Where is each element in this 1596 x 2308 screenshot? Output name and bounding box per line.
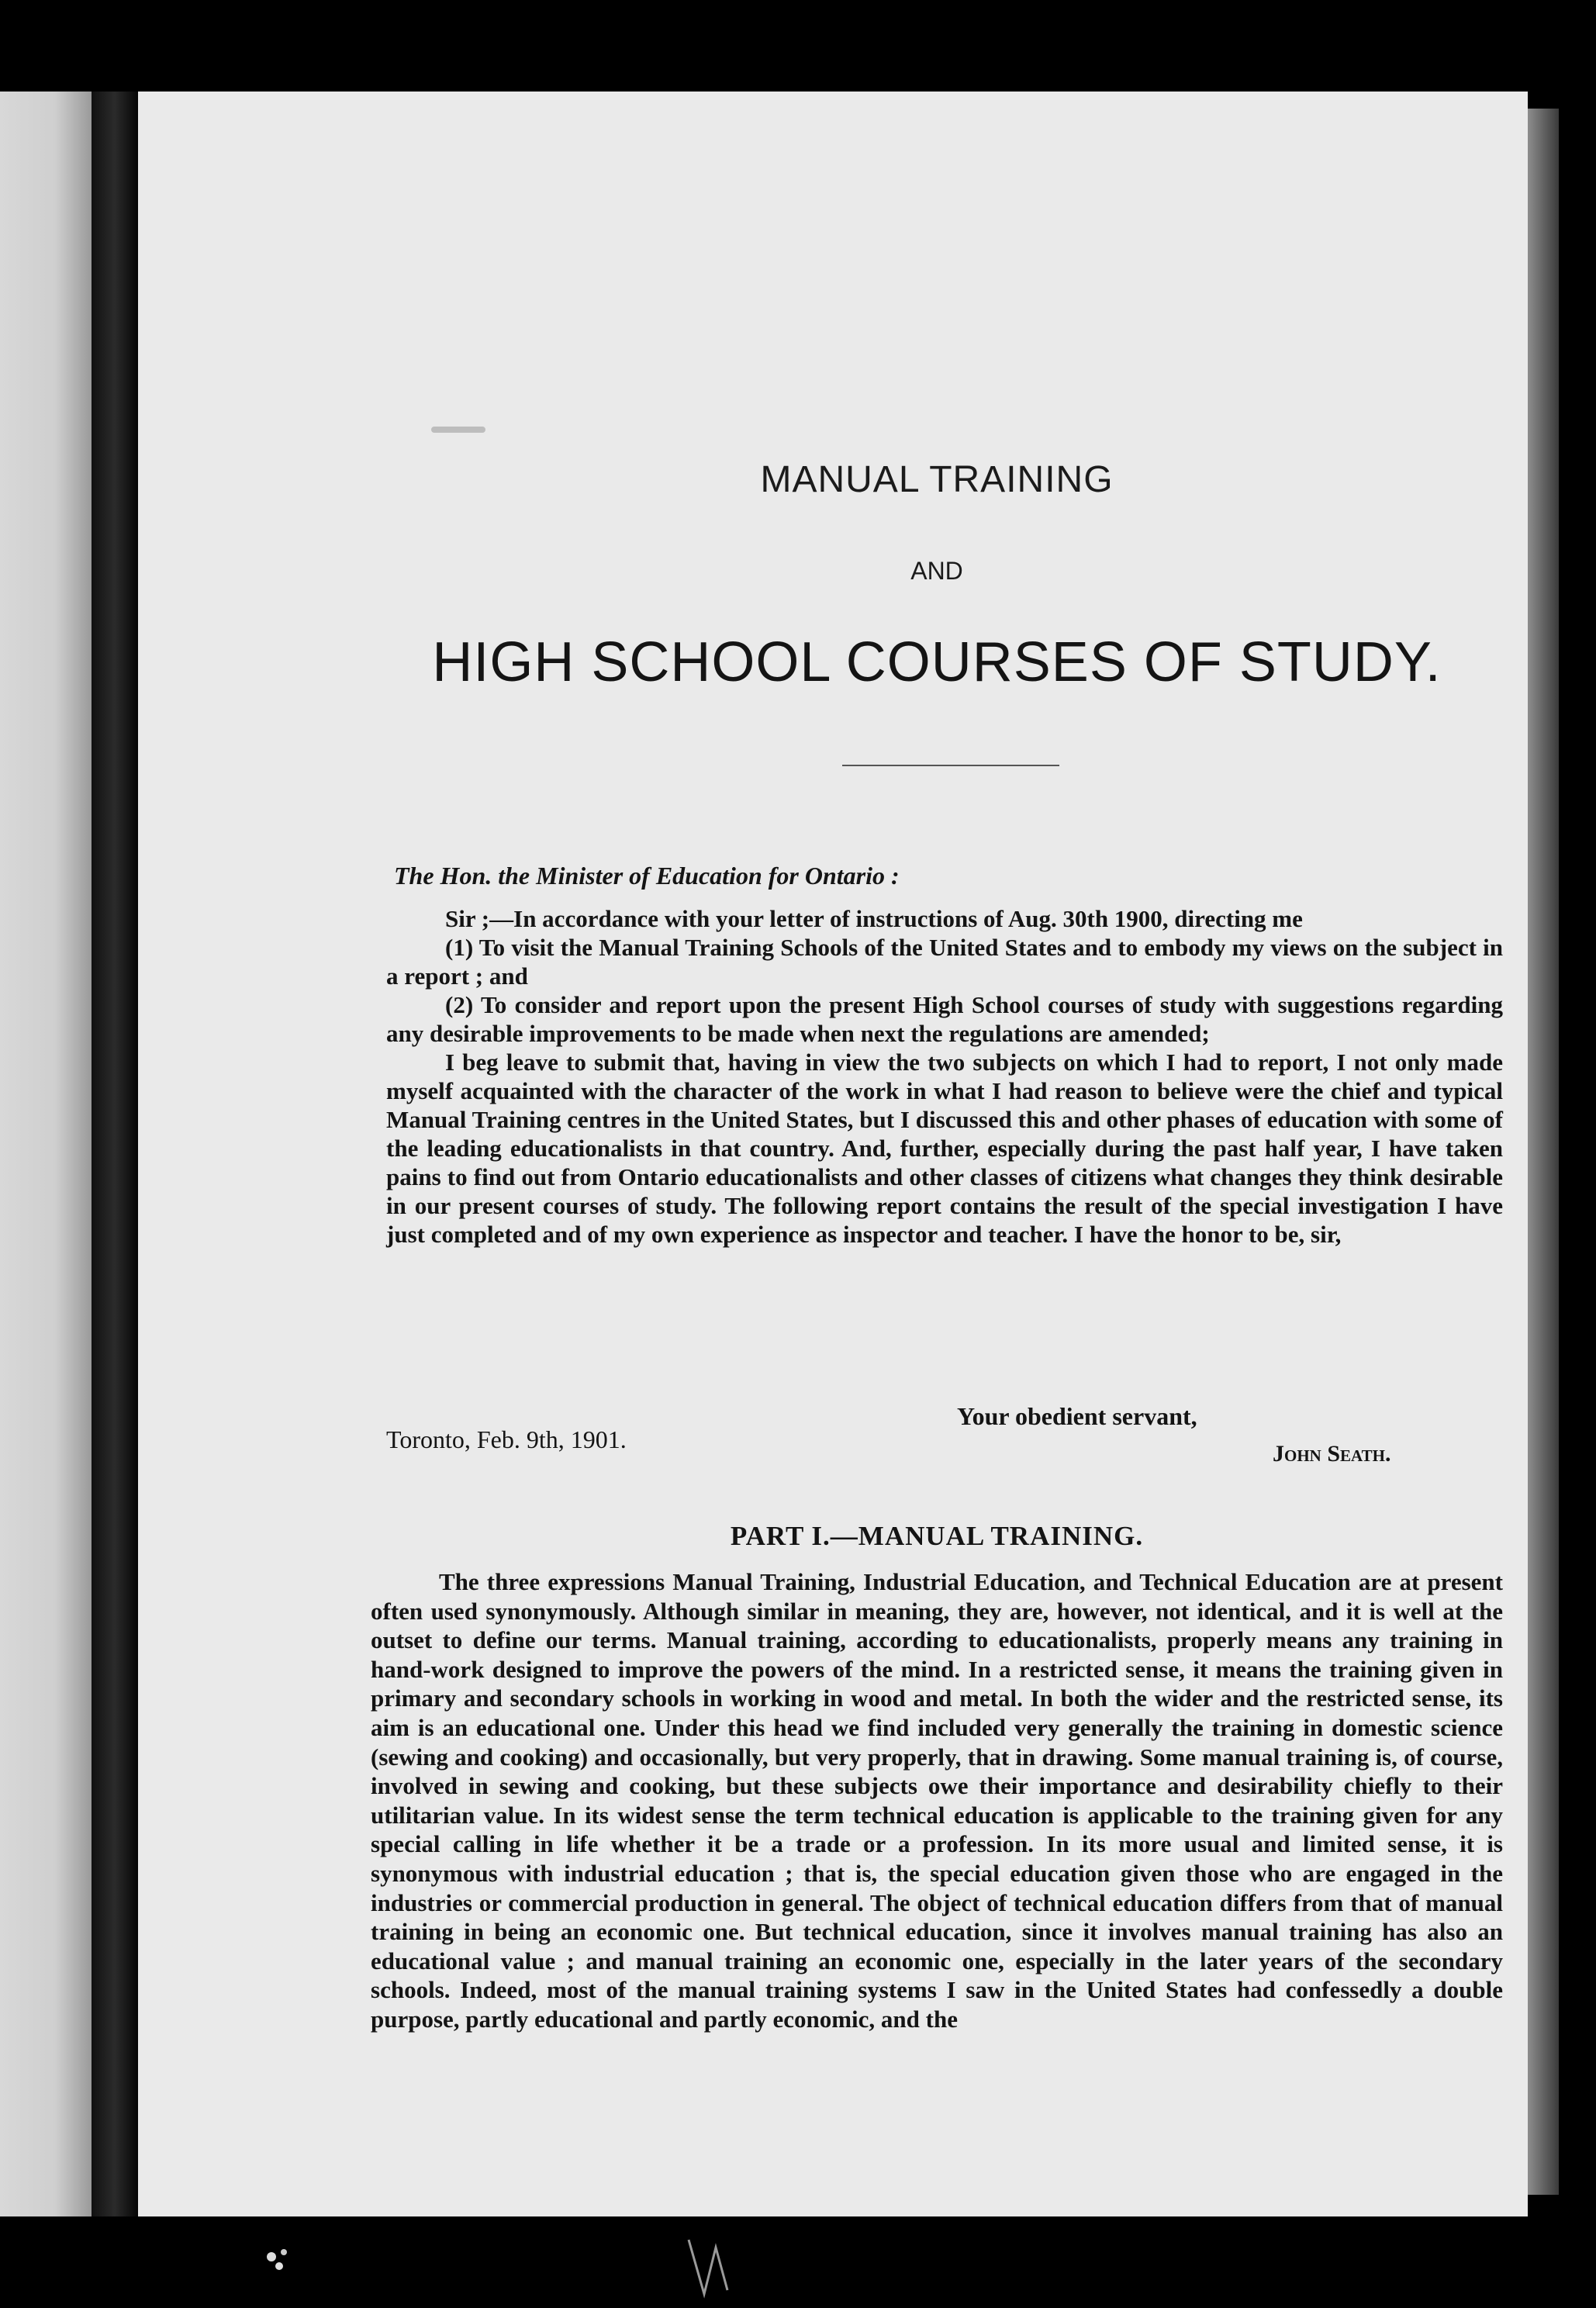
letter-addressee: The Hon. the Minister of Education for Ontario : — [394, 862, 900, 890]
title-line-2: AND — [910, 557, 963, 585]
letter-paragraph: Sir ;—In accordance with your letter of instructions of Aug. 30th 1900, directing me — [445, 905, 1303, 932]
part-body — [371, 1567, 1503, 2034]
page-right-edge — [1528, 109, 1559, 2195]
document-page — [138, 92, 1528, 2216]
body-paragraph: The three expressions Manual Training, Industrial Education, and Technical Education are at present often used synonymously. Although similar in meaning, they are, however, not identical, and it is well at the outset to define our terms. Manual training, according to educationalists, properly means any training in hand-work designed to improve the powers of the mind. In a restricted sense, it means the training given in primary and secondary schools in working in wood and metal. In both the wider and the restricted sense, its aim is an educational one. Under this head we find included very generally the training in domestic science (sewing and cooking) and occasionally, but very properly, that in drawing. Some manual training is, of course, involved in sewing and cooking, but these subjects owe their importance and desirability chiefly to their utilitarian value. In its widest sense the term technical education is applicable to the training given for any special calling in life whether it be a trade or a profession. In its more usual and limited sense, it is synonymous with industrial education ; that is, the special education given those who are engaged in the industries or commercial production in general. The object of technical education differs from that of manual training in being an economic one. But technical education, since it involves manual training has also an educational value ; and manual training an economic one, especially in the later years of the secondary schools. Indeed, most of the manual training systems I saw in the United States had confessedly a double purpose, partly educational and partly economic, and the — [371, 1568, 1503, 2033]
title-line-1: MANUAL TRAINING — [760, 459, 1114, 500]
page-tear-mark — [673, 2232, 751, 2302]
book-binding — [92, 92, 138, 2216]
letter-signature: John Seath. — [1273, 1441, 1391, 1467]
letter-body — [386, 904, 1503, 1249]
letter-place-date: Toronto, Feb. 9th, 1901. — [386, 1425, 627, 1453]
dust-specks — [256, 2241, 310, 2280]
ink-smudge — [431, 427, 485, 433]
letter-paragraph: (1) To visit the Manual Training Schools of the United States and to embody my views on the subject in a report ; and — [386, 934, 1503, 990]
title-line-3: HIGH SCHOOL COURSES OF STUDY. — [432, 631, 1442, 693]
letter-valediction: Your obedient servant, — [957, 1402, 1197, 1430]
title-divider — [842, 765, 1059, 766]
letter-paragraph: (2) To consider and report upon the present High School courses of study with suggestions regarding any desirable improvements to be made when next the regulations are amended; — [386, 991, 1503, 1047]
part-heading: PART I.—MANUAL TRAINING. — [730, 1521, 1144, 1551]
adjacent-page-edge — [0, 92, 92, 2216]
letter-paragraph: I beg leave to submit that, having in view the two subjects on which I had to report, I not only made myself acquainted with the character of the work in what I had reason to believe were the chief and typical Manual Training centres in the United States, but I discussed this and other phases of education with some of the leading educationalists in that country. And, further, especially during the past half year, I have taken pains to find out from Ontario educationalists and other classes of citizens what changes they think desirable in our present courses of study. The following report contains the result of the special investigation I have just completed and of my own experience as inspector and teacher. I have the honor to be, sir, — [386, 1049, 1503, 1248]
